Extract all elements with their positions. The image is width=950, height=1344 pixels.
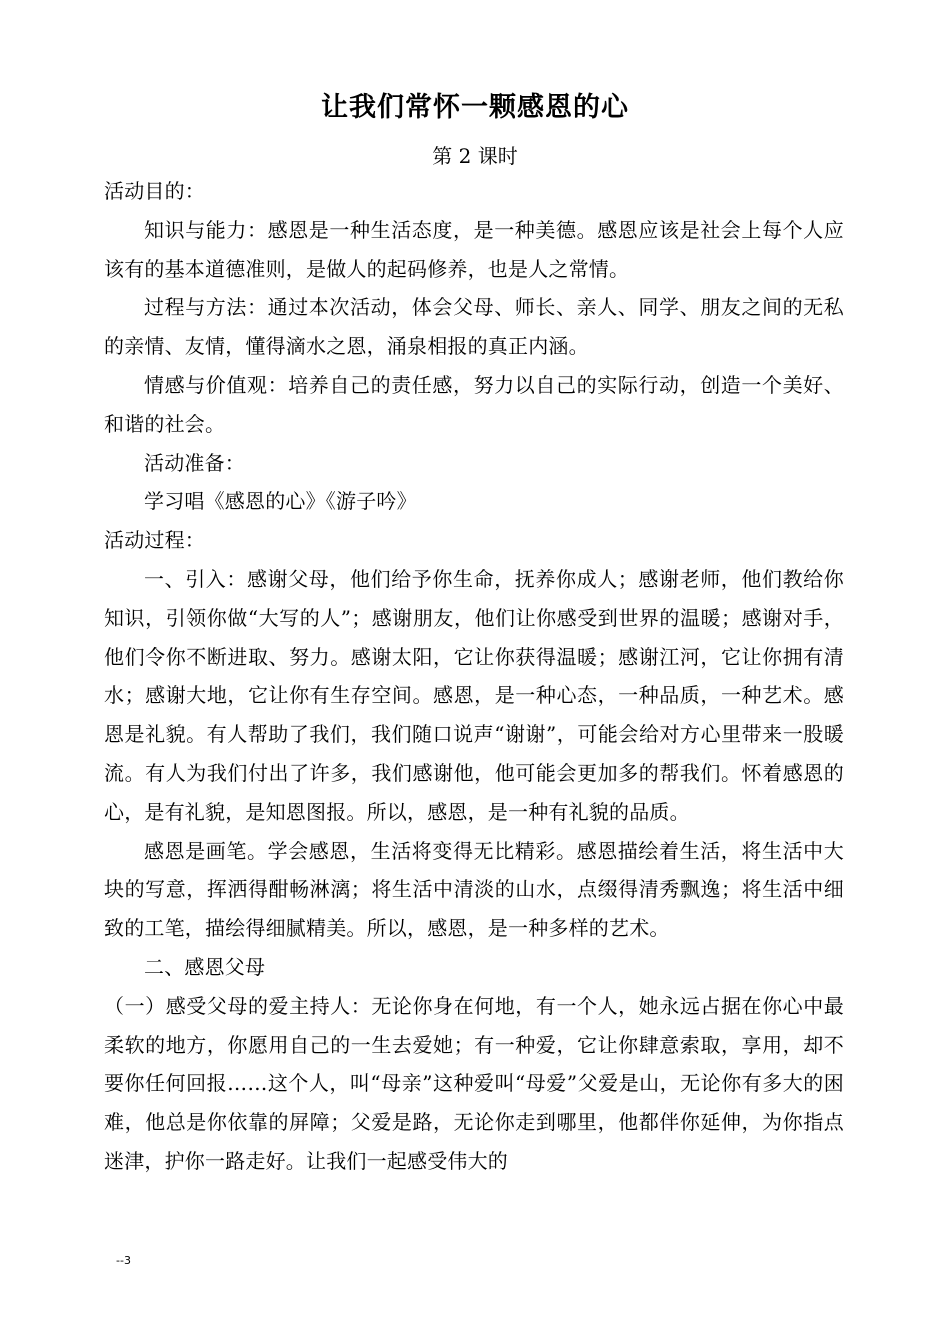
paragraph-process-method: 过程与方法：通过本次活动，体会父母、师长、亲人、同学、朋友之间的无私的亲情、友情，懂得滴水之恩，涌泉相报的真正内涵。 xyxy=(104,295,844,359)
paragraph-feel-parents-love: （一）感受父母的爱主持人：无论你身在何地，有一个人，她永远占据在你心中最柔软的地方，你愿用自己的一生去爱她；有一种爱，它让你肆意索取，享用，却不要你任何回报……这个人，叫“母亲”这种爱叫“母爱”父爱是山，无论你有多大的困难，他总是你依靠的屏障；父爱是路，无论你走到哪里，他都伴你延伸，为你指点迷津，护你一路走好。让我们一起感受伟大的 xyxy=(104,993,844,1173)
paragraph-introduction: 一、引入：感谢父母，他们给予你生命，抚养你成人；感谢老师，他们教给你知识，引领你做“大写的人”；感谢朋友，他们让你感受到世界的温暖；感谢对手，他们令你不断进取、努力。感谢太阳，它让你获得温暖；感谢江河，它让你拥有清水；感谢大地，它让你有生存空间。感恩，是一种心态，一种品质，一种艺术。感恩是礼貌。有人帮助了我们，我们随口说声“谢谢”，可能会给对方心里带来一股暖流。有人为我们付出了许多，我们感谢他，他可能会更加多的帮我们。怀着感恩的心，是有礼貌，是知恩图报。所以，感恩，是一种有礼貌的品质。 xyxy=(104,566,844,824)
section-heading-goals: 活动目的： xyxy=(104,179,205,203)
paragraph-knowledge-ability: 知识与能力：感恩是一种生活态度，是一种美德。感恩应该是社会上每个人应该有的基本道德准则，是做人的起码修养，也是人之常情。 xyxy=(104,217,844,281)
lesson-subtitle: 第 2 课时 xyxy=(432,144,518,168)
page-number: --3 xyxy=(116,1254,131,1267)
section-heading-preparation: 活动准备： xyxy=(144,450,245,475)
paragraph-emotion-values: 情感与价值观：培养自己的责任感，努力以自己的实际行动，创造一个美好、和谐的社会。 xyxy=(104,372,844,436)
document-body xyxy=(104,172,844,1181)
section-heading-process: 活动过程： xyxy=(104,528,205,553)
section-heading-thank-parents: 二、感恩父母 xyxy=(144,954,266,979)
paragraph-preparation-songs: 学习唱《感恩的心》《游子吟》 xyxy=(144,489,417,514)
document-title: 让我们常怀一颗感恩的心 xyxy=(321,92,629,123)
paragraph-gratitude-brush: 感恩是画笔。学会感恩，生活将变得无比精彩。感恩描绘着生活，将生活中大块的写意，挥洒得酣畅淋漓；将生活中清淡的山水，点缀得清秀飘逸；将生活中细致的工笔，描绘得细腻精美。所以，感恩，是一种多样的艺术。 xyxy=(104,838,844,941)
